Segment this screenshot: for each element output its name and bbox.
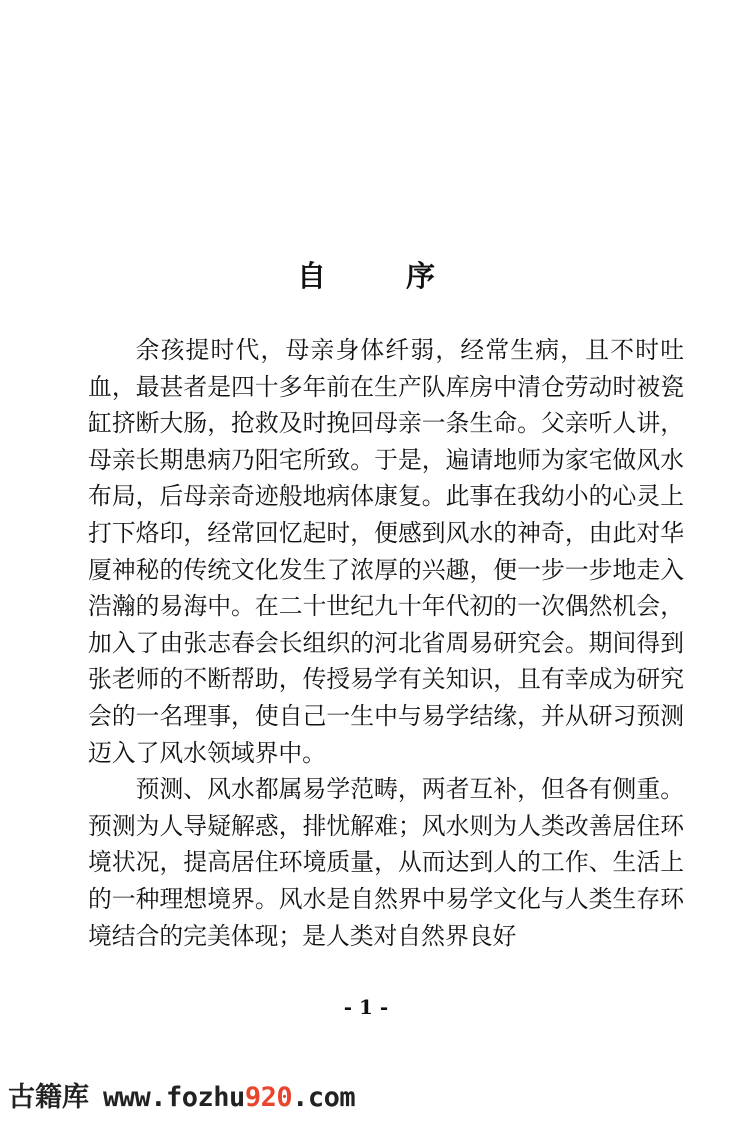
- watermark-url: [103, 1082, 355, 1113]
- watermark: [8, 1075, 355, 1115]
- watermark-name: 古籍库: [8, 1082, 89, 1113]
- paragraph-1: 余孩提时代，母亲身体纤弱，经常生病，且不时吐血，最甚者是四十多年前在生产队库房中清仓劳动时被瓷缸挤断大肠，抢救及时挽回母亲一条生命。父亲听人讲，母亲长期患病乃阳宅所致。于是，遍请地师为家宅做风水布局，后母亲奇迹般地病体康复。此事在我幼小的心灵上打下烙印，经常回忆起时，便感到风水的神奇，由此对华厦神秘的传统文化发生了浓厚的兴趣，便一步一步地走入浩瀚的易海中。在二十世纪九十年代初的一次偶然机会，加入了由张志春会长组织的河北省周易研究会。期间得到张老师的不断帮助，传授易学有关知识，且有幸成为研究会的一名理事，使自己一生中与易学结缘，并从研习预测迈入了风水领域界中。: [88, 336, 684, 767]
- title-char-1: 自: [296, 259, 326, 293]
- preface-body: [88, 332, 684, 954]
- paragraph-2: 预测、风水都属易学范畴，两者互补，但各有侧重。预测为人导疑解惑，排忧解难；风水则为人类改善居住环境状况，提高居住环境质量，从而达到人的工作、生活上的一种理想境界。风水是自然界中易学文化与人类生存环境结合的完美体现；是人类对自然界良好: [88, 775, 684, 950]
- watermark-url-number: 920: [244, 1082, 293, 1113]
- watermark-url-prefix: www.fozhu: [103, 1082, 245, 1113]
- watermark-url-suffix: .com: [292, 1082, 356, 1113]
- page-number: - 1 -: [343, 995, 389, 1019]
- page-title: [0, 254, 732, 295]
- title-char-2: 序: [406, 259, 436, 293]
